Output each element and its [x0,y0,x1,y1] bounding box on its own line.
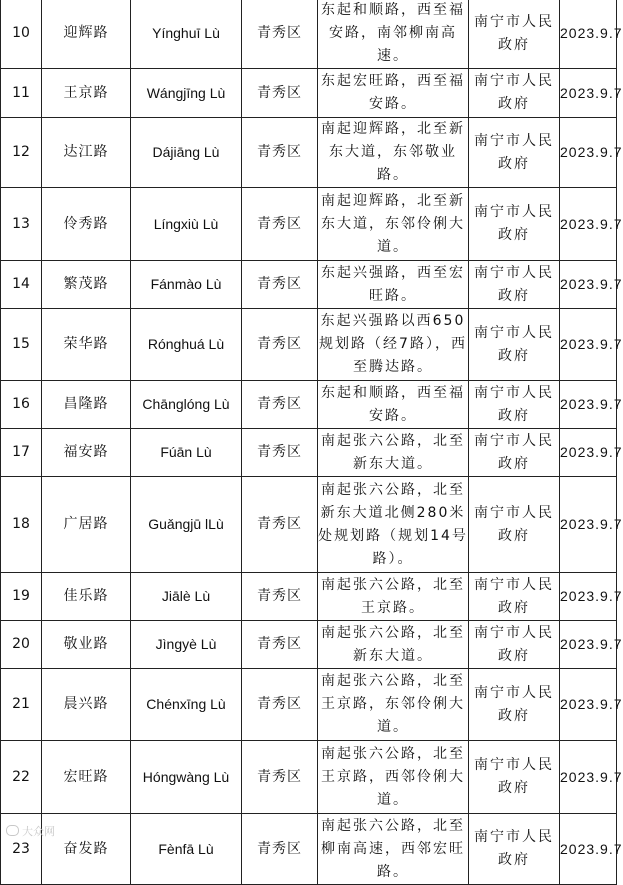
road-pinyin-cell: Chénxīng Lù [131,669,242,741]
approval-date-cell: 2023.9.7 [560,188,617,261]
row-number-cell: 18 [1,477,42,573]
road-location-description-cell: 南起迎辉路，北至新东大道，东邻伶俐大道。 [318,188,469,261]
road-location-description-cell: 东起宏旺路，西至福安路。 [318,69,469,118]
district-cell: 青秀区 [242,381,318,429]
approval-authority-cell: 南宁市人民政府 [469,429,560,477]
district-cell: 青秀区 [242,741,318,814]
table-body [1,0,623,885]
approval-authority-cell: 南宁市人民政府 [469,814,560,885]
table-row [1,669,617,741]
district-cell: 青秀区 [242,188,318,261]
district-cell: 青秀区 [242,118,318,188]
road-location-description-cell: 东起和顺路，西至福安路，南邻柳南高速。 [318,0,469,69]
district-cell: 青秀区 [242,573,318,621]
road-name-cell: 佳乐路 [42,573,131,621]
road-pinyin-cell: Fúān Lù [131,429,242,477]
approval-date-cell: 2023.9.7 [560,0,617,69]
approval-authority-cell: 南宁市人民政府 [469,261,560,309]
road-pinyin-cell: Wángjīng Lù [131,69,242,118]
table-row [1,118,617,188]
approval-authority-cell: 南宁市人民政府 [469,188,560,261]
table-row [1,621,617,669]
approval-date-cell: 2023.9.7 [560,69,617,118]
road-name-cell: 繁茂路 [42,261,131,309]
road-pinyin-cell: Jìngyè Lù [131,621,242,669]
approval-date-cell: 2023.9.7 [560,669,617,741]
district-cell: 青秀区 [242,621,318,669]
road-name-cell: 荣华路 [42,309,131,381]
row-number-cell: 14 [1,261,42,309]
road-name-cell: 奋发路 [42,814,131,885]
road-pinyin-cell: Rónghuá Lù [131,309,242,381]
approval-authority-cell: 南宁市人民政府 [469,741,560,814]
watermark-logo-icon [6,825,19,836]
road-name-cell: 王京路 [42,69,131,118]
road-location-description-cell: 南起张六公路，北至新东大道北侧280米处规划路（规划14号路）。 [318,477,469,573]
row-number-cell: 23 [1,814,42,885]
row-number-cell: 10 [1,0,42,69]
road-location-description-cell: 南起张六公路，北至柳南高速，西邻宏旺路。 [318,814,469,885]
road-name-cell: 达江路 [42,118,131,188]
approval-date-cell: 2023.9.7 [560,814,617,885]
road-name-cell: 福安路 [42,429,131,477]
road-name-cell: 伶秀路 [42,188,131,261]
row-number-cell: 19 [1,573,42,621]
district-cell: 青秀区 [242,309,318,381]
road-pinyin-cell: Yínghuī Lù [131,0,242,69]
district-cell: 青秀区 [242,814,318,885]
table-row [1,309,617,381]
approval-authority-cell: 南宁市人民政府 [469,477,560,573]
row-number-cell: 11 [1,69,42,118]
road-pinyin-cell: Dájiāng Lù [131,118,242,188]
row-number-cell: 15 [1,309,42,381]
road-location-description-cell: 南起张六公路，北至新东大道。 [318,621,469,669]
road-name-cell: 迎辉路 [42,0,131,69]
district-cell: 青秀区 [242,261,318,309]
row-number-cell: 20 [1,621,42,669]
approval-authority-cell: 南宁市人民政府 [469,0,560,69]
table-row [1,0,617,69]
approval-authority-cell: 南宁市人民政府 [469,118,560,188]
approval-date-cell: 2023.9.7 [560,477,617,573]
road-pinyin-cell: Jiālè Lù [131,573,242,621]
table-row [1,381,617,429]
road-name-cell: 昌隆路 [42,381,131,429]
road-location-description-cell: 南起迎辉路，北至新东大道，东邻敬业路。 [318,118,469,188]
row-number-cell: 16 [1,381,42,429]
table-row [1,477,617,573]
approval-authority-cell: 南宁市人民政府 [469,69,560,118]
approval-date-cell: 2023.9.7 [560,741,617,814]
road-location-description-cell: 南起张六公路，北至王京路，东邻伶俐大道。 [318,669,469,741]
approval-date-cell: 2023.9.7 [560,429,617,477]
road-location-description-cell: 东起兴强路，西至宏旺路。 [318,261,469,309]
row-number-cell: 22 [1,741,42,814]
district-cell: 青秀区 [242,0,318,69]
table-row [1,741,617,814]
approval-authority-cell: 南宁市人民政府 [469,309,560,381]
road-pinyin-cell: Língxiù Lù [131,188,242,261]
road-location-description-cell: 东起和顺路，西至福安路。 [318,381,469,429]
road-name-cell: 广居路 [42,477,131,573]
road-pinyin-cell: Fènfā Lù [131,814,242,885]
table-row [1,69,617,118]
table-row [1,429,617,477]
approval-date-cell: 2023.9.7 [560,118,617,188]
watermark-text: 大众网 [22,825,55,838]
approval-authority-cell: 南宁市人民政府 [469,381,560,429]
road-pinyin-cell: Chānglóng Lù [131,381,242,429]
road-pinyin-cell: Hóngwàng Lù [131,741,242,814]
road-name-cell: 宏旺路 [42,741,131,814]
table-row [1,573,617,621]
road-location-description-cell: 南起张六公路，北至王京路，西邻伶俐大道。 [318,741,469,814]
row-number-cell: 17 [1,429,42,477]
road-pinyin-cell: Guǎngjū lLù [131,477,242,573]
table-row [1,261,617,309]
district-cell: 青秀区 [242,429,318,477]
road-location-description-cell: 东起兴强路以西650规划路（经7路），西至腾达路。 [318,309,469,381]
row-number-cell: 21 [1,669,42,741]
row-number-cell: 13 [1,188,42,261]
road-name-cell: 晨兴路 [42,669,131,741]
watermark [6,823,55,839]
approval-date-cell: 2023.9.7 [560,381,617,429]
approval-authority-cell: 南宁市人民政府 [469,621,560,669]
approval-date-cell: 2023.9.7 [560,621,617,669]
road-pinyin-cell: Fánmào Lù [131,261,242,309]
road-name-cell: 敬业路 [42,621,131,669]
district-cell: 青秀区 [242,69,318,118]
district-cell: 青秀区 [242,669,318,741]
approval-date-cell: 2023.9.7 [560,573,617,621]
table-row [1,814,617,885]
approval-authority-cell: 南宁市人民政府 [469,669,560,741]
district-cell: 青秀区 [242,477,318,573]
road-location-description-cell: 南起张六公路，北至王京路。 [318,573,469,621]
table-row [1,188,617,261]
road-location-description-cell: 南起张六公路，北至新东大道。 [318,429,469,477]
approval-authority-cell: 南宁市人民政府 [469,573,560,621]
row-number-cell: 12 [1,118,42,188]
approval-date-cell: 2023.9.7 [560,309,617,381]
approval-date-cell: 2023.9.7 [560,261,617,309]
